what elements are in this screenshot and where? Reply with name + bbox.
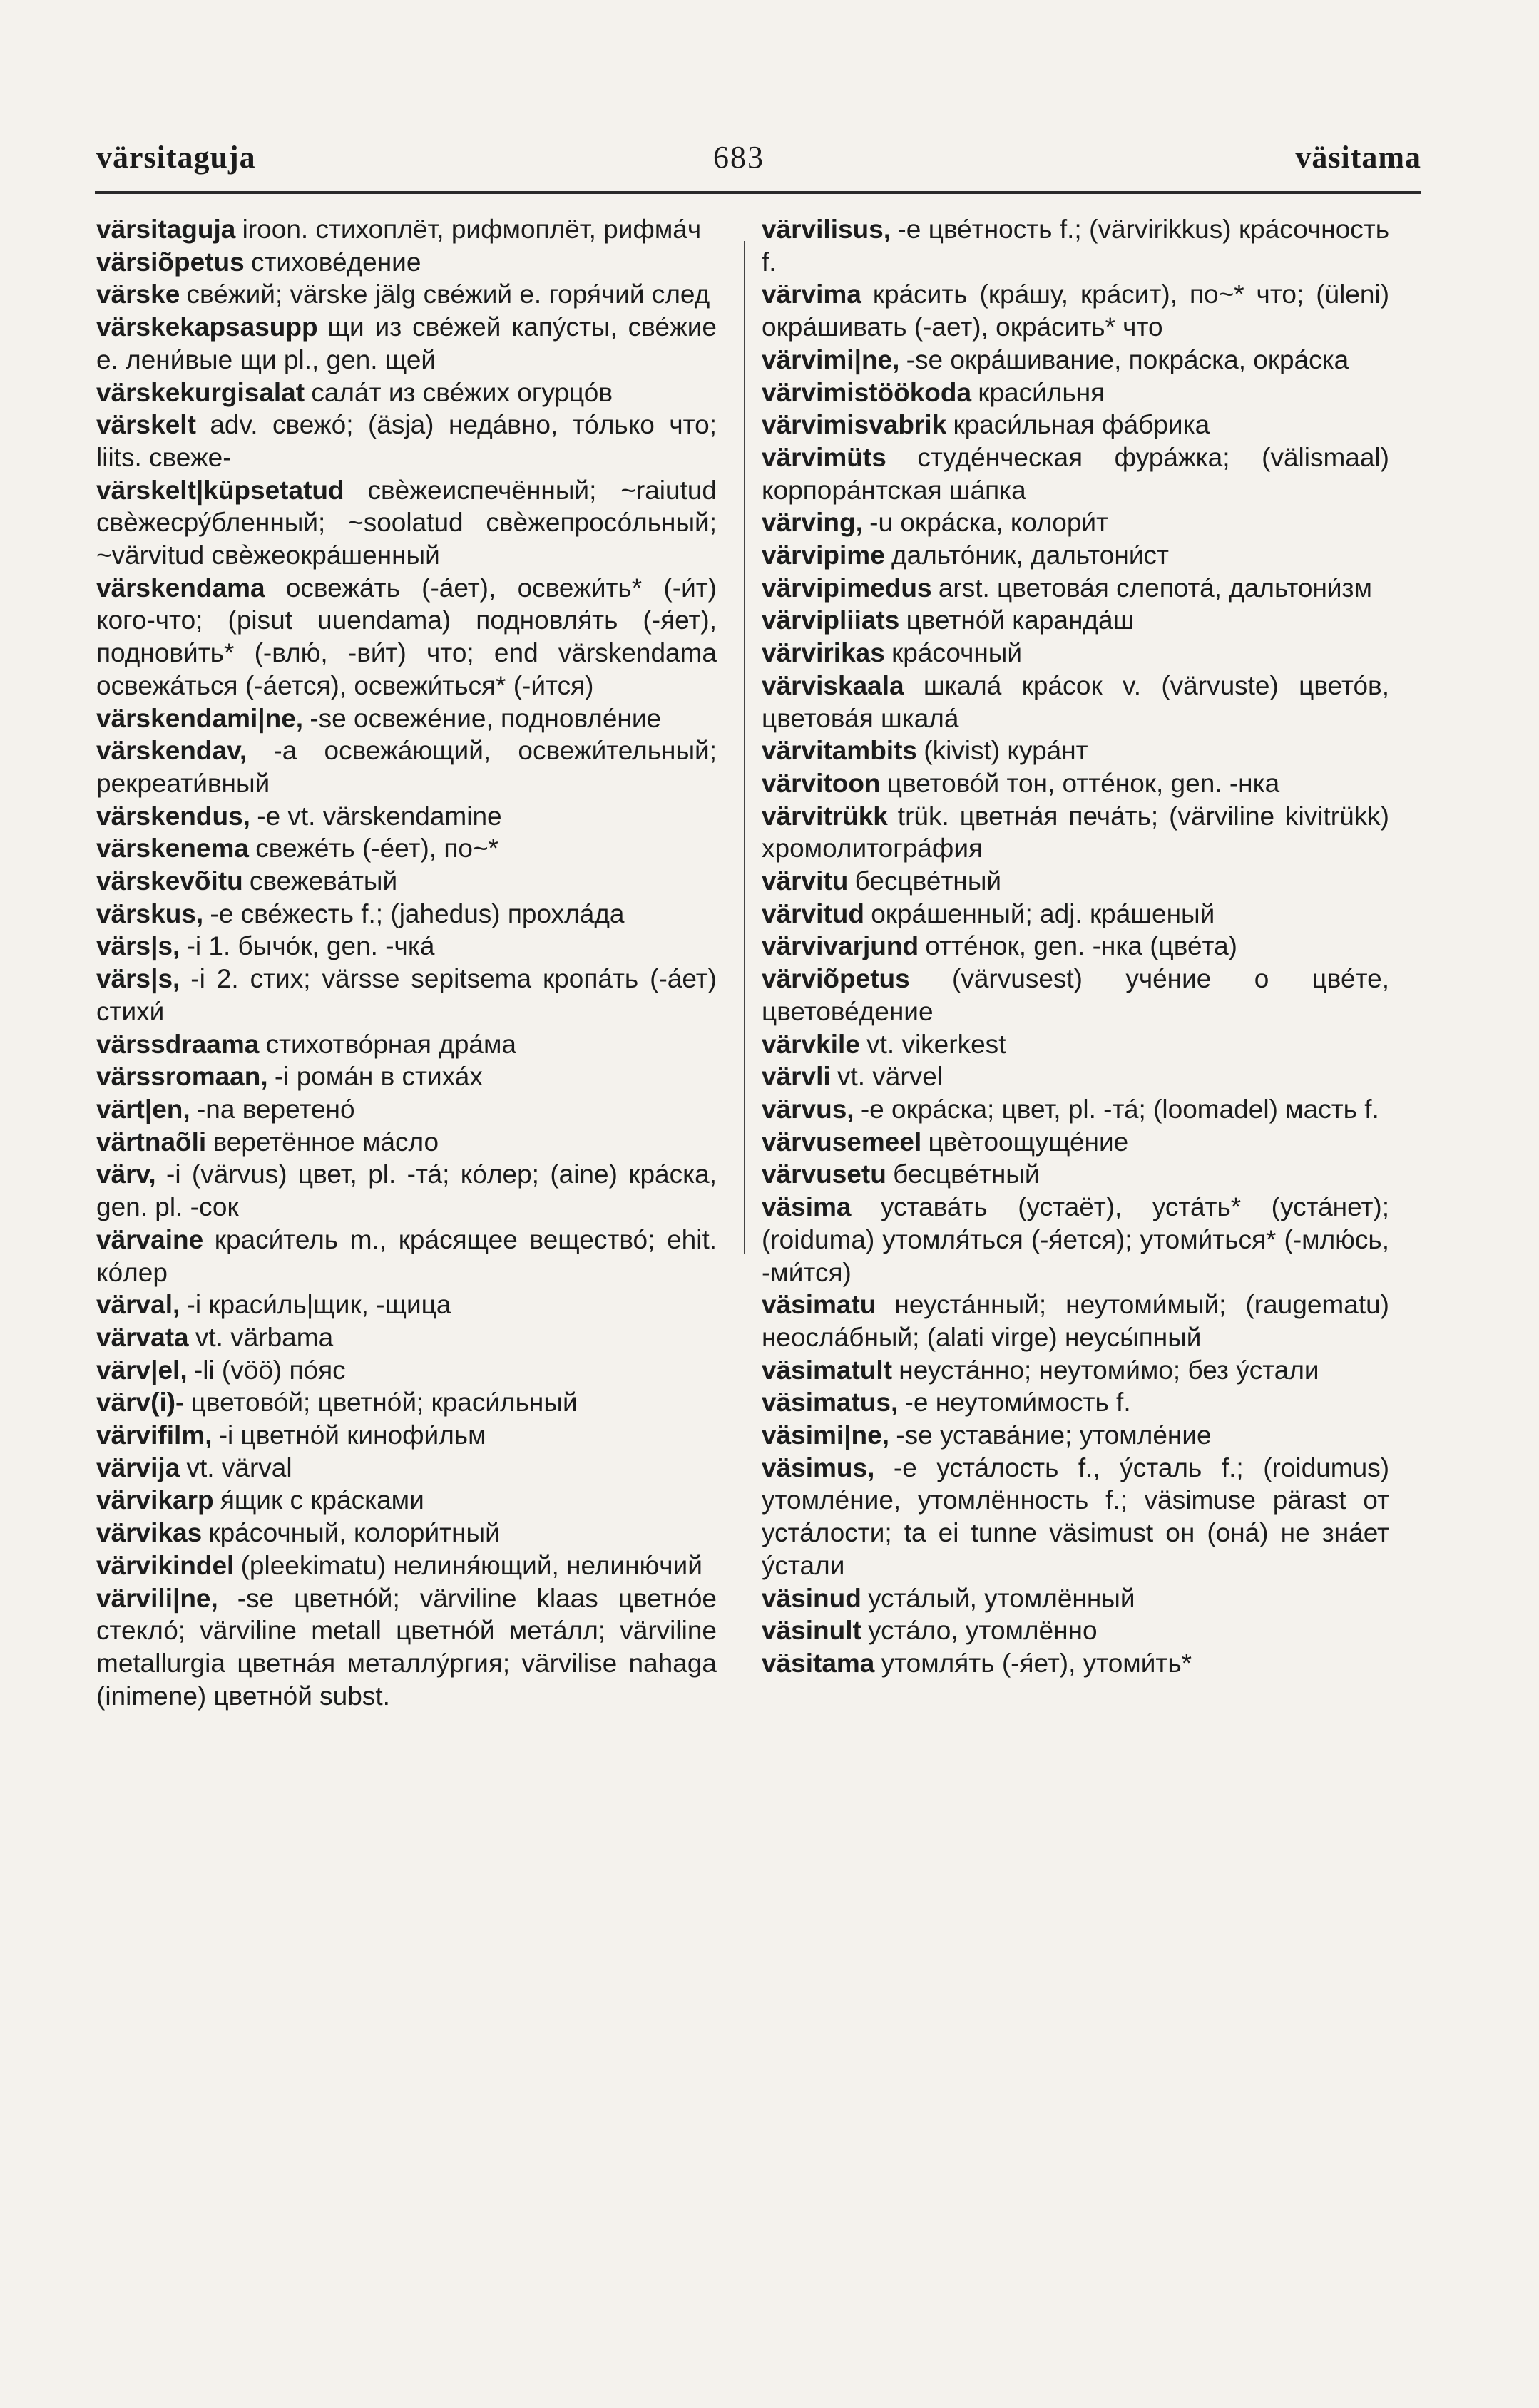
entry-headword: värvifilm,	[96, 1420, 213, 1450]
dictionary-entry	[762, 1615, 1389, 1648]
entry-gloss: -i 1. бычо́к, gen. -чка́	[186, 931, 435, 961]
entry-gloss: -e неутоми́мость f.	[904, 1388, 1131, 1418]
dictionary-entry	[762, 377, 1389, 410]
dictionary-entry	[96, 1224, 717, 1289]
entry-headword: värvitoon	[762, 768, 881, 798]
entry-gloss: освежа́ть (-а́ет), освежи́ть* (-и́т) кого-что; (pisut uuendama) подновля́ть (-я́ет), поднови́ть* (-влю́, -ви́т) что; end värskendama освежа́ться (-а́ется), освежи́ться* (-и́тся)	[96, 573, 717, 700]
entry-headword: värvaine	[96, 1224, 204, 1254]
dictionary-entry	[762, 1289, 1389, 1354]
entry-headword: väsima	[762, 1192, 852, 1222]
dictionary-entry	[762, 214, 1389, 279]
dictionary-entry	[96, 247, 717, 280]
dictionary-entry	[762, 1159, 1389, 1192]
dictionary-entry	[96, 866, 717, 898]
entry-headword: värvusetu	[762, 1159, 886, 1189]
entry-headword: värvivarjund	[762, 931, 919, 961]
entry-headword: värskenema	[96, 834, 249, 864]
entry-headword: värv|el,	[96, 1355, 188, 1385]
entry-gloss: цвѐтоощуще́ние	[928, 1127, 1129, 1157]
dictionary-entry	[96, 1289, 717, 1322]
dictionary-entry	[96, 1061, 717, 1094]
dictionary-entry	[762, 768, 1389, 801]
entry-headword: väsimatult	[762, 1355, 893, 1385]
dictionary-entry	[96, 1453, 717, 1485]
dictionary-entry	[96, 931, 717, 963]
dictionary-entry	[96, 1029, 717, 1062]
entry-headword: värskelt	[96, 410, 196, 440]
entry-headword: värviõpetus	[762, 964, 910, 994]
entry-gloss: (kivist) кура́нт	[924, 736, 1088, 766]
dictionary-entry	[762, 540, 1389, 573]
dictionary-entry	[762, 409, 1389, 442]
entry-gloss: -li (vöö) по́яс	[193, 1355, 346, 1385]
entry-gloss: свежева́тый	[249, 866, 398, 896]
page-number: 683	[713, 140, 765, 175]
entry-headword: värvikindel	[96, 1550, 235, 1580]
entry-gloss: све́жий; värske jälg све́жий e. горя́чий след	[186, 280, 710, 309]
entry-gloss: я́щик с кра́сками	[220, 1485, 424, 1515]
entry-gloss: бесцве́тный	[893, 1159, 1040, 1189]
entry-gloss: vt. vikerkest	[866, 1029, 1006, 1059]
entry-gloss: -se устава́ние; утомле́ние	[896, 1420, 1212, 1450]
entry-headword: värvata	[96, 1322, 189, 1352]
dictionary-entry	[762, 1420, 1389, 1453]
dictionary-entry	[762, 1192, 1389, 1289]
dictionary-entry	[762, 963, 1389, 1028]
entry-gloss: оттéнок, gen. -нка (цве́та)	[925, 931, 1237, 961]
entry-headword: värvikas	[96, 1518, 203, 1548]
entry-headword: väsitama	[762, 1648, 875, 1678]
dictionary-entry	[96, 279, 717, 312]
dictionary-entry	[762, 1648, 1389, 1681]
entry-gloss: стихотво́рная дра́ма	[265, 1029, 516, 1059]
entry-headword: värvimüts	[762, 442, 886, 472]
entry-headword: värskendami|ne,	[96, 703, 304, 733]
entry-gloss: vt. värvel	[837, 1062, 943, 1092]
entry-gloss: кра́сить (кра́шу, кра́сит), по~* что; (üleni) окра́шивать (-ает), окра́сить* что	[762, 280, 1390, 342]
dictionary-entry	[96, 1517, 717, 1550]
entry-gloss: свѐжеиспечённый; ~raiutud свѐжесру́бленный; ~soolatud свѐжепросо́льный; ~värvitud свѐжеокра́шенный	[96, 475, 717, 570]
entry-headword: värvimi|ne,	[762, 344, 900, 374]
entry-gloss: iroon. стихоплёт, рифмоплёт, рифма́ч	[242, 215, 702, 244]
entry-gloss: кра́сочный, колори́тный	[208, 1518, 500, 1548]
entry-headword: värsiõpetus	[96, 247, 245, 277]
dictionary-entry	[96, 475, 717, 573]
entry-headword: väsimatu	[762, 1290, 876, 1320]
entry-headword: värvli	[762, 1062, 831, 1092]
entry-gloss: -e уста́лость f., у́сталь f.; (roidumus) утомле́ние, утомлённость f.; väsimuse pärast от уста́лости; ta ei tunne väsimust он (она́) не зна́ет у́стали	[762, 1453, 1390, 1580]
dictionary-entry	[96, 963, 717, 1028]
entry-headword: värvili|ne,	[96, 1583, 218, 1613]
entry-gloss: -a освежа́ющий, освежи́тельный; рекреати́вный	[96, 736, 717, 798]
entry-headword: värvusemeel	[762, 1127, 922, 1157]
dictionary-entry	[96, 377, 717, 410]
entry-gloss: краси́тель m., кра́сящее вещество́; ehit. ко́лер	[96, 1224, 717, 1287]
entry-gloss: студе́нческая фура́жка; (välismaal) корпора́нтская ша́пка	[762, 442, 1389, 505]
entry-gloss: -i краси́ль|щик, -щица	[186, 1290, 451, 1320]
entry-headword: värviskaala	[762, 670, 904, 700]
entry-headword: värtnaõli	[96, 1127, 207, 1157]
entry-headword: värskevõitu	[96, 866, 243, 896]
entry-headword: värskekurgisalat	[96, 377, 305, 407]
entry-headword: värvipliiats	[762, 605, 900, 635]
entry-headword: värt|en,	[96, 1094, 190, 1124]
entry-gloss: кра́сочный	[891, 638, 1023, 668]
entry-headword: värskus,	[96, 898, 204, 928]
dictionary-entry	[762, 931, 1389, 963]
left-column	[96, 214, 717, 1713]
entry-headword: väsinult	[762, 1616, 861, 1646]
entry-headword: värvipime	[762, 540, 885, 570]
entry-headword: värske	[96, 280, 180, 309]
entry-headword: värs|s,	[96, 931, 180, 961]
entry-gloss: -e све́жесть f.; (jahedus) прохла́да	[210, 898, 625, 928]
entry-headword: värvitambits	[762, 736, 917, 766]
entry-gloss: утомля́ть (-я́ет), утоми́ть*	[881, 1648, 1192, 1678]
entry-gloss: неуста́нный; неутоми́мый; (raugematu) неосла́бный; (alati virge) неусы́пный	[762, 1290, 1389, 1352]
dictionary-entry	[96, 1583, 717, 1713]
dictionary-entry	[762, 507, 1389, 540]
entry-gloss: цветово́й; цветно́й; краси́льный	[190, 1388, 578, 1418]
entry-headword: värssdraama	[96, 1029, 260, 1059]
dictionary-entry	[762, 442, 1389, 507]
dictionary-entry	[762, 573, 1389, 605]
entry-gloss: vt. värbama	[195, 1322, 334, 1352]
entry-gloss: -i (värvus) цвет, pl. -та́; ко́лер; (aine) кра́ска, gen. pl. -сок	[96, 1159, 717, 1222]
dictionary-entry	[762, 605, 1389, 637]
entry-gloss: -e vt. värskendamine	[257, 801, 502, 831]
entry-headword: väsimatus,	[762, 1388, 899, 1418]
entry-headword: värvkile	[762, 1029, 860, 1059]
dictionary-entry	[96, 312, 717, 376]
entry-gloss: -i 2. стих; värsse sepitsema кропа́ть (-а́ет) стихи́	[96, 964, 717, 1026]
entry-headword: väsimus,	[762, 1453, 875, 1482]
entry-headword: värvimistöökoda	[762, 377, 972, 407]
entry-gloss: (pleekimatu) нелиня́ющий, нелиню́чий	[240, 1550, 702, 1580]
entry-headword: värvirikas	[762, 638, 885, 668]
dictionary-entry	[762, 670, 1389, 735]
dictionary-entry	[96, 1159, 717, 1224]
entry-headword: värvilisus,	[762, 215, 891, 244]
entry-gloss: adv. свежо́; (äsja) неда́вно, то́лько что; liits. свеже-	[96, 410, 717, 472]
entry-gloss: цветово́й тон, оттéнок, gen. -нка	[886, 768, 1280, 798]
entry-gloss: -se окра́шивание, покра́ска, окра́ска	[906, 344, 1349, 374]
entry-gloss: дальто́ник, дальтони́ст	[891, 540, 1169, 570]
entry-headword: värs|s,	[96, 964, 180, 994]
entry-headword: värval,	[96, 1290, 180, 1320]
entry-gloss: -se цветно́й; värviline klaas цветно́е стекло́; värviline metall цветно́й мета́лл; värviline metallurgia цветна́я металлу́ргия; värvilise nahaga (inimene) цветно́й subst.	[96, 1583, 717, 1711]
entry-headword: värvitud	[762, 898, 864, 928]
entry-headword: väsimi|ne,	[762, 1420, 890, 1450]
entry-gloss: краси́льная фа́брика	[953, 410, 1210, 440]
dictionary-entry	[96, 1550, 717, 1583]
header-right-guideword: väsitama	[1295, 140, 1421, 175]
dictionary-entry	[96, 214, 717, 247]
dictionary-entry	[96, 735, 717, 800]
entry-gloss: trük. цветна́я печа́ть; (värviline kivitrükk) хромолитогра́фия	[762, 801, 1389, 864]
entry-headword: värvija	[96, 1453, 180, 1482]
header-rule	[95, 191, 1421, 194]
entry-headword: värv,	[96, 1159, 156, 1189]
entry-gloss: -i рома́н в стиха́х	[274, 1062, 483, 1092]
entry-gloss: неуста́нно; неутоми́мо; без у́стали	[899, 1355, 1319, 1385]
entry-gloss: -i цветно́й кинофи́льм	[218, 1420, 486, 1450]
entry-headword: värssromaan,	[96, 1062, 268, 1092]
dictionary-entry	[762, 1094, 1389, 1127]
dictionary-entry	[96, 833, 717, 866]
entry-gloss: бесцве́тный	[854, 866, 1002, 896]
dictionary-entry	[762, 866, 1389, 898]
dictionary-entry	[762, 898, 1389, 931]
dictionary-entry	[96, 409, 717, 474]
entry-headword: värskendus,	[96, 801, 250, 831]
entry-gloss: цветно́й каранда́ш	[906, 605, 1135, 635]
dictionary-entry	[96, 1322, 717, 1355]
entry-gloss: vt. värval	[186, 1453, 292, 1482]
dictionary-entry	[96, 1485, 717, 1517]
dictionary-entry	[762, 801, 1389, 866]
dictionary-entry	[762, 1387, 1389, 1420]
entry-gloss: (värvusest) уче́ние о цве́те, цветове́дение	[762, 964, 1390, 1026]
dictionary-entry	[96, 801, 717, 834]
entry-headword: värvima	[762, 280, 861, 309]
dictionary-entry	[762, 1453, 1389, 1583]
entry-headword: väsinud	[762, 1583, 861, 1613]
dictionary-entry	[762, 279, 1389, 344]
entry-gloss: -se освеже́ние, подновле́ние	[310, 703, 662, 733]
entry-headword: värving,	[762, 508, 863, 538]
entry-gloss: -e цве́тность f.; (värvirikkus) кра́сочность f.	[762, 215, 1389, 277]
entry-gloss: уста́ло, утомлённо	[868, 1616, 1098, 1646]
dictionary-entry	[762, 637, 1389, 670]
dictionary-entry	[96, 1355, 717, 1388]
entry-headword: värvimisvabrik	[762, 410, 947, 440]
entry-gloss: шкала́ кра́сок v. (värvuste) цвето́в, цветова́я шкала́	[762, 670, 1389, 733]
entry-gloss: щи из све́жей капу́сты, све́жие e. лени́вые щи pl., gen. щей	[96, 312, 717, 374]
dictionary-entry	[762, 1127, 1389, 1159]
dictionary-entry	[762, 1029, 1389, 1062]
entry-gloss: -e окра́ска; цвет, pl. -та́; (loomadel) масть f.	[860, 1094, 1379, 1124]
dictionary-entry	[762, 1061, 1389, 1094]
entry-headword: värv(i)-	[96, 1388, 185, 1418]
right-column	[762, 214, 1389, 1681]
dictionary-entry	[96, 1127, 717, 1159]
entry-gloss: стихове́дение	[250, 247, 421, 277]
dictionary-entry	[96, 1420, 717, 1453]
entry-gloss: arst. цветова́я слепота́, дальтони́зм	[938, 573, 1372, 603]
entry-gloss: свеже́ть (-е́ет), по~*	[255, 834, 498, 864]
dictionary-entry	[96, 703, 717, 736]
dictionary-entry	[96, 898, 717, 931]
entry-gloss: -na веретено́	[196, 1094, 355, 1124]
entry-headword: värvipimedus	[762, 573, 932, 603]
entry-headword: värsitaguja	[96, 215, 236, 244]
entry-headword: värvus,	[762, 1094, 854, 1124]
entry-headword: värskendama	[96, 573, 265, 603]
entry-gloss: -u окра́ска, колори́т	[869, 508, 1109, 538]
dictionary-entry	[762, 735, 1389, 768]
entry-gloss: краси́льня	[978, 377, 1105, 407]
entry-headword: värvitu	[762, 866, 849, 896]
entry-gloss: уста́лый, утомлённый	[868, 1583, 1135, 1613]
header-left-guideword: värsitaguja	[96, 140, 256, 175]
dictionary-entry	[762, 1583, 1389, 1616]
entry-headword: värskelt|küpsetatud	[96, 475, 344, 505]
dictionary-entry	[96, 1387, 717, 1420]
dictionary-entry	[96, 1094, 717, 1127]
entry-headword: värskendav,	[96, 736, 247, 766]
entry-gloss: веретённое ма́сло	[213, 1127, 439, 1157]
column-divider	[744, 241, 745, 1254]
dictionary-entry	[762, 1355, 1389, 1388]
entry-gloss: окра́шенный; adj. кра́шеный	[871, 898, 1215, 928]
entry-headword: värskekapsasupp	[96, 312, 318, 342]
entry-headword: värvikarp	[96, 1485, 214, 1515]
entry-gloss: устава́ть (устаёт), уста́ть* (уста́нет); (roiduma) утомля́ться (-я́ется); утоми́ться* (-млю́сь, -ми́тся)	[762, 1192, 1389, 1287]
dictionary-entry	[762, 344, 1389, 377]
entry-gloss: сала́т из све́жих огурцо́в	[311, 377, 613, 407]
dictionary-entry	[96, 573, 717, 703]
entry-headword: värvitrükk	[762, 801, 888, 831]
